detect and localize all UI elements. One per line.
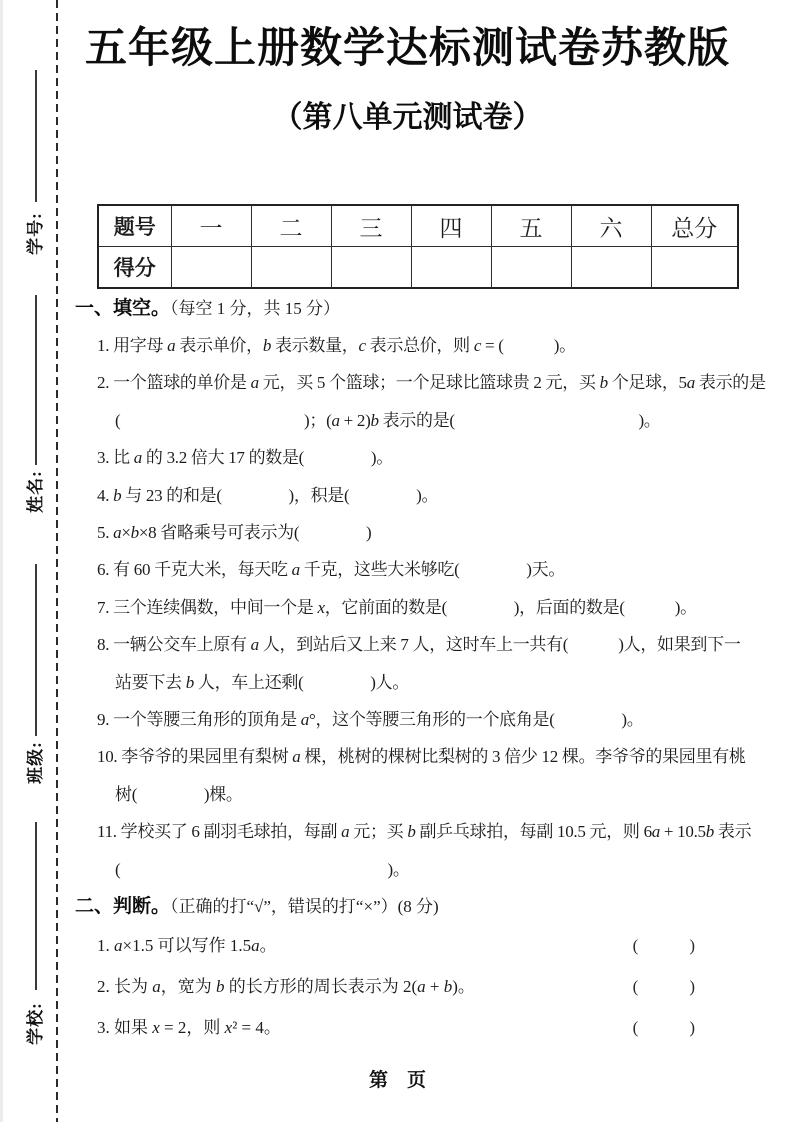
question-line: 5. a×b×8 省略乘号可表示为( ) (97, 523, 372, 543)
student-id-blank-line (35, 70, 37, 202)
question-line: 1. a×1.5 可以写作 1.5a。 (97, 936, 277, 955)
answer-blank: ( ) (632, 1018, 695, 1037)
judge-row (97, 1007, 695, 1048)
score-cell (491, 247, 571, 289)
question-line: 9. 一个等腰三角形的顶角是 a°，这个等腰三角形的一个底角是( )。 (97, 710, 644, 730)
question-line: 7. 三个连续偶数，中间一个是 x，它前面的数是( )，后面的数是( )。 (97, 597, 697, 617)
page-number-footer: 第 页 (368, 1070, 426, 1091)
score-cell (171, 247, 251, 289)
judge-row (97, 966, 695, 1007)
school-blank-line (35, 822, 37, 990)
section-fill-note: （每空 1 分，共 15 分） (170, 299, 341, 318)
question-line: 1. 用字母 a 表示单价，b 表示数量，c 表示总价，则 c = ( )。 (97, 336, 576, 355)
question-line: 11. 学校买了 6 副羽毛球拍，每副 a 元；买 b 副乒乓球拍，每副 10.5 元，则 6a + 10.5b 表示 (97, 822, 752, 842)
class-label: 班级: (25, 740, 45, 784)
question-line: 3. 比 a 的 3.2 倍大 17 的数是( )。 (97, 448, 393, 468)
score-cell (331, 247, 411, 289)
score-table-header-label: 题号 (98, 205, 171, 247)
score-table-col-3: 三 (331, 205, 411, 247)
tear-off-dashed-line (56, 0, 58, 1122)
student-id-label: 学号: (25, 211, 45, 255)
scan-edge (0, 0, 3, 1122)
question-line: 2. 长为 a，宽为 b 的长方形的周长表示为 2(a + b)。 (97, 977, 475, 996)
section-judge-heading: 二、判断。 (75, 896, 171, 917)
section-judge-note: （正确的打“√”，错误的打“×”）(8 分) (170, 897, 439, 916)
judge-questions (75, 925, 695, 1048)
paper-content (75, 0, 765, 1122)
section-fill-header (75, 295, 340, 324)
score-table-col-total: 总分 (651, 205, 738, 247)
fill-questions (75, 327, 765, 888)
class-blank-line (35, 564, 37, 736)
question-line: 6. 有 60 千克大米，每天吃 a 千克，这些大米够吃( )天。 (97, 560, 566, 580)
name-blank-line (35, 295, 37, 465)
question-line: 10. 李爷爷的果园里有梨树 a 棵，桃树的棵树比梨树的 3 倍少 12 棵。李爷爷的果园里有桃 (97, 747, 746, 767)
question-line: 8. 一辆公交车上原有 a 人，到站后又上来 7 人，这时车上一共有( )人，如果到下一 (97, 635, 741, 655)
question-line: 3. 如果 x = 2，则 x² = 4。 (97, 1018, 281, 1037)
answer-blank: ( ) (632, 977, 695, 996)
judge-row (97, 925, 695, 966)
score-table-col-5: 五 (491, 205, 571, 247)
question-line: 树( )棵。 (115, 784, 243, 804)
score-table-score-label: 得分 (98, 247, 171, 289)
question-line: 2. 一个篮球的单价是 a 元，买 5 个篮球；一个足球比篮球贵 2 元，买 b 个足球，5a 表示的是 (97, 373, 766, 393)
score-table-col-2: 二 (251, 205, 331, 247)
question-line: ( )。 (115, 859, 410, 879)
question-line: 站要下去 b 人，车上还剩( )人。 (115, 672, 410, 692)
score-table-col-4: 四 (411, 205, 491, 247)
score-table-header-row (98, 205, 738, 247)
score-cell (651, 247, 738, 289)
score-table-col-1: 一 (171, 205, 251, 247)
score-table (97, 204, 739, 289)
answer-blank: ( ) (632, 936, 695, 955)
score-cell (571, 247, 651, 289)
score-cell (411, 247, 491, 289)
paper-title: 五年级上册数学达标测试卷苏教版 (84, 24, 730, 71)
score-cell (251, 247, 331, 289)
score-table-score-row (98, 247, 738, 289)
question-line: 4. b 与 23 的和是( )，积是( )。 (97, 485, 439, 505)
section-judge-header (75, 893, 439, 922)
question-line: ( )；(a + 2)b 表示的是( )。 (115, 410, 661, 430)
section-fill-heading: 一、填空。 (75, 298, 171, 319)
score-table-col-6: 六 (571, 205, 651, 247)
paper-subtitle: （第八单元测试卷） (272, 101, 543, 134)
name-label: 姓名: (25, 469, 45, 513)
school-label: 学校: (25, 1001, 45, 1045)
